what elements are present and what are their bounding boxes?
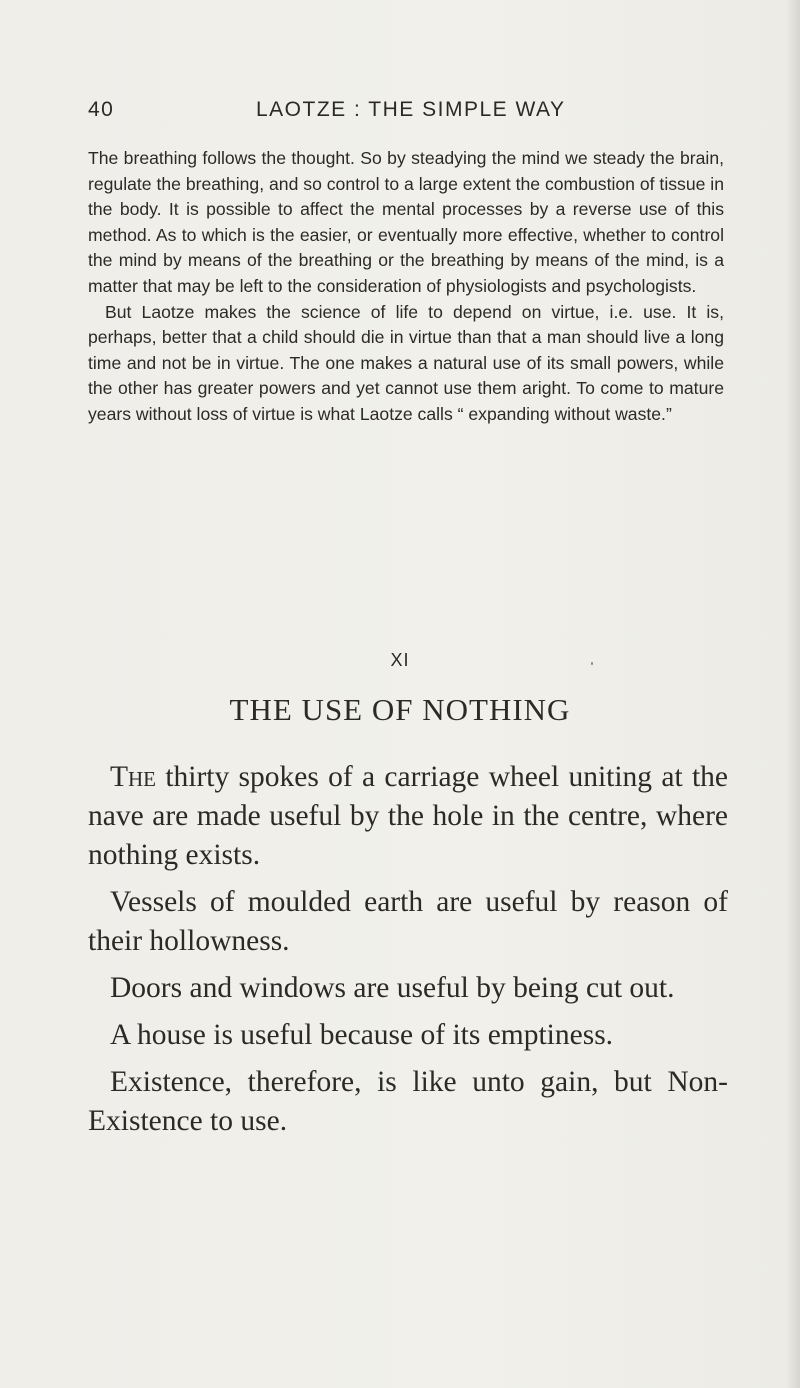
chapter-number: XI	[390, 650, 410, 670]
body-paragraph: But Laotze makes the science of life to depend on virtue, i.e. use. It is, perhaps, better that a child should die in virtue than that a man should live a long time and not be in virtue. The one makes a natural use of its small powers, while the other has greater powers and yet cannot use them aright. To come to mature years without loss of virtue is what Laotze calls “ expanding without waste.”	[88, 301, 724, 424]
chapter-paragraph: Vessels of moulded earth are useful by reason of their hollowness.	[88, 886, 728, 957]
opening-sentence: thirty spokes of a carriage wheel uniting at the nave are made useful by the hole in the centre, where nothing exists.	[88, 761, 728, 871]
chapter-paragraph: Doors and windows are useful by being cut out.	[110, 972, 675, 1004]
chapter-text	[88, 758, 728, 1149]
body-text	[88, 146, 724, 428]
chapter-paragraph: A house is useful because of its emptiness.	[110, 1019, 614, 1051]
body-paragraph: The breathing follows the thought. So by steadying the mind we steady the brain, regulate the breathing, and so control to a large extent the combustion of tissue in the body. It is possible to affect the mental processes by a reverse use of this method. As to which is the easier, or eventually more effective, whether to control the mind by means of the breathing or the breathing by means of the mind, is a matter that may be left to the consideration of physiologists and psychologists.	[88, 148, 724, 296]
chapter-paragraph: Existence, therefore, is like unto gain, but Non-Existence to use.	[88, 1066, 728, 1137]
page-number: 40	[88, 98, 115, 121]
running-title: LAOTZE : THE SIMPLE WAY	[256, 98, 566, 121]
chapter-title: THE USE OF NOTHING	[229, 692, 571, 727]
paper-speck	[591, 662, 593, 665]
running-head	[88, 98, 728, 134]
chapter-paragraph	[88, 758, 728, 875]
opening-word: The	[110, 761, 157, 793]
